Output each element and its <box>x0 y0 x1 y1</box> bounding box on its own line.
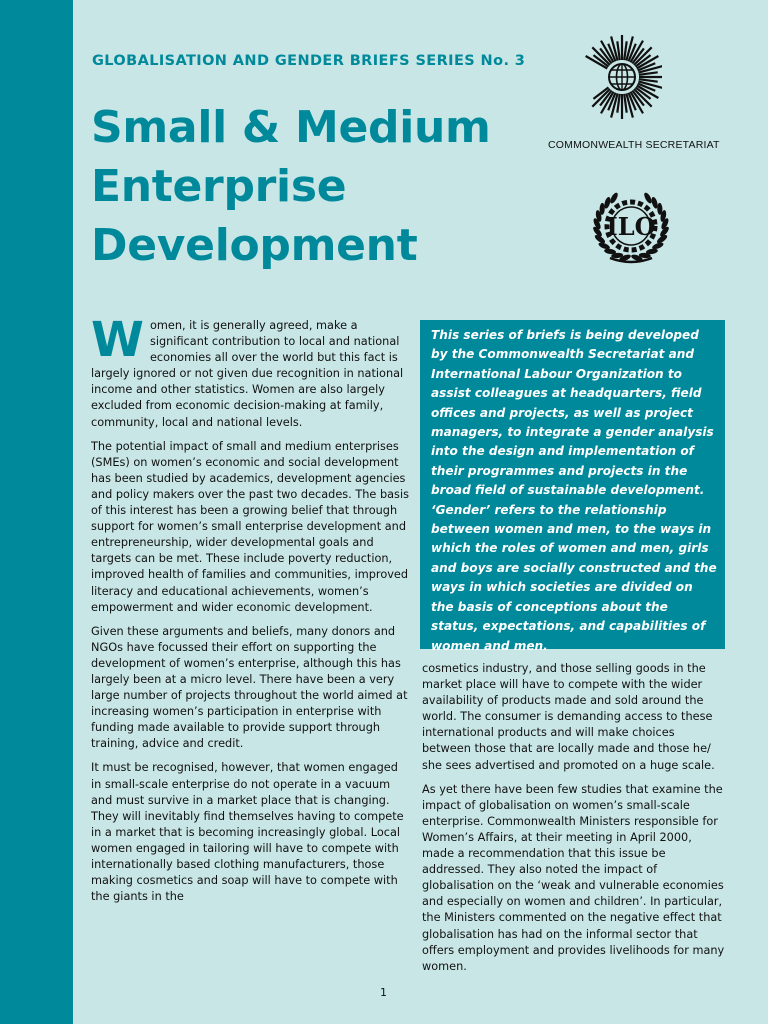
title-line-3: Development <box>91 220 418 271</box>
intro-paragraph-text: omen, it is generally agreed, make a significant contribution to local and national economies all over the world but this fact is largely ignored or not given due recognition in national income and other statistics. Women are also largely excluded from economic decision-making at family, community, local and national levels. <box>91 319 404 429</box>
right-text-column <box>422 661 727 983</box>
intro-callout-box <box>420 320 725 653</box>
body-paragraph: As yet there have been few studies that examine the impact of globalisation on women’s small-scale enterprise. Commonwealth Ministers responsible for Women’s Affairs, at their meeting in April 2000, made a recommendation that this issue be addressed. They also noted the impact of globalisation on the ‘weak and vulnerable economies and especially on women and children’. In particular, the Ministers commented on the negative effect that globalisation has had on the informal sector that offers employment and provides livelihoods for many women. <box>422 782 725 973</box>
body-paragraph: Given these arguments and beliefs, many donors and NGOs have focussed their effort on supporting the development of women’s enterprise, although this has largely been at a micro level. There have been a very large number of projects throughout the world aimed at increasing women’s participation in enterprise with funding made available to provide support through training, advice and credit. <box>91 624 408 751</box>
left-text-column <box>91 312 409 913</box>
series-heading: GLOBALISATION AND GENDER BRIEFS SERIES No. 3 <box>92 53 526 69</box>
body-paragraph: cosmetics industry, and those selling goods in the market place will have to compete with the wider availability of products made and sold around the world. The consumer is demanding access to these international products and will make choices between those that are locally made and those he/ she sees advertised and promoted on a huge scale. <box>422 662 715 772</box>
body-paragraph: The potential impact of small and medium enterprises (SMEs) on women’s economic and social development has been studied by academics, development agencies and policy makers over the past two decades. The basis of this interest has been a growing belief that through support for women’s small enterprise development and entrepreneurship, wider developmental goals and targets can be met. These include poverty reduction, improved health of families and communities, improved literacy and educational achievements, women’s empowerment and wider economic development. <box>91 439 409 614</box>
page-number: 1 <box>380 986 387 999</box>
ilo-wreath-logo-icon <box>580 186 682 268</box>
ilo-logo-letters: ILO <box>606 212 656 241</box>
drop-cap: W <box>91 312 144 368</box>
intro-paragraph <box>91 312 409 431</box>
commonwealth-globe-logo-icon <box>578 33 662 133</box>
commonwealth-secretariat-label: COMMONWEALTH SECRETARIAT <box>548 139 720 151</box>
title-line-2: Enterprise <box>91 161 347 212</box>
title-line-1: Small & Medium <box>91 102 491 153</box>
teal-sidebar-band <box>0 0 73 1024</box>
body-paragraph: It must be recognised, however, that women engaged in small-scale enterprise do not operate in a vacuum and must survive in a market place that is changing. They will inevitably find themselves having to compete in a market that is becoming increasingly global. Local women engaged in tailoring will have to compete with internationally based clothing manufacturers, those making cosmetics and soap will have to compete with the giants in the <box>91 761 404 904</box>
callout-text: This series of briefs is being developed by the Commonwealth Secretariat and International Labour Organization to assist colleagues at headquarters, field offices and projects, as well as project managers, to integrate a gender analysis into the design and implementation of their programmes and projects in the broad field of sustainable development. ‘Gender’ refers to the relationship between women and men, to the ways in which the roles of women and men, girls and boys are socially constructed and the ways in which societies are divided on the basis of conceptions about the status, expectations, and capabilities of women and men. <box>431 328 717 653</box>
page-title <box>91 98 491 275</box>
